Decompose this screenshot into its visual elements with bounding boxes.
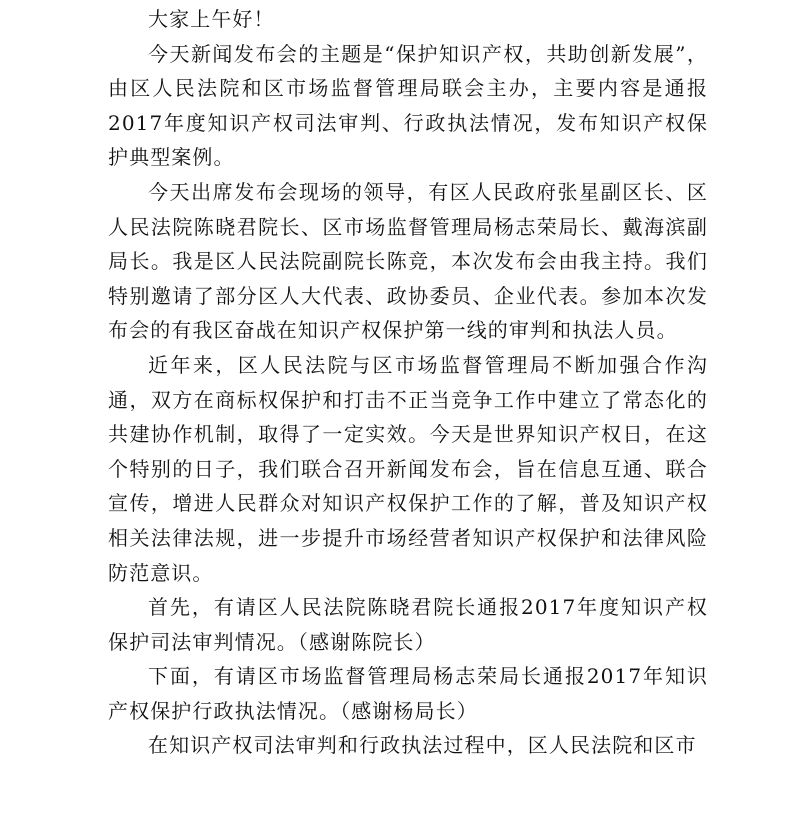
market-report-paragraph: 下面，有请区市场监督管理局杨志荣局长通报2017年知识产权保护行政执法情况。（感谢杨局长）: [108, 664, 708, 723]
document-body: [108, 2, 708, 763]
attendees-paragraph: 今天出席发布会现场的领导，有区人民政府张星副区长、区人民法院陈晓君院长、区市场监督管理局杨志荣局长、戴海滨副局长。我是区人民法院副院长陈竞，本次发布会由我主持。我们特别邀请了部分区人大代表、政协委员、企业代表。参加本次发布会的有我区奋战在知识产权保护第一线的审判和执法人员。: [108, 179, 708, 343]
court-report-paragraph: 首先，有请区人民法院陈晓君院长通报2017年度知识产权保护司法审判情况。（感谢陈院长）: [108, 595, 708, 654]
theme-paragraph: 今天新闻发布会的主题是“保护知识产权，共助创新发展”，由区人民法院和区市场监督管理局联会主办，主要内容是通报2017年度知识产权司法审判、行政执法情况，发布知识产权保护典型案例。: [108, 41, 708, 170]
closing-paragraph-fragment: 在知识产权司法审判和行政执法过程中，区人民法院和区市: [148, 733, 697, 758]
greeting-paragraph: 大家上午好！: [148, 7, 275, 31]
cooperation-paragraph: 近年来，区人民法院与区市场监督管理局不断加强合作沟通，双方在商标权保护和打击不正当竞争工作中建立了常态化的共建协作机制，取得了一定实效。今天是世界知识产权日，在这个特别的日子，我们联合召开新闻发布会，旨在信息互通、联合宣传，增进人民群众对知识产权保护工作的了解，普及知识产权相关法律法规，进一步提升市场经营者知识产权保护和法律风险防范意识。: [108, 352, 708, 585]
